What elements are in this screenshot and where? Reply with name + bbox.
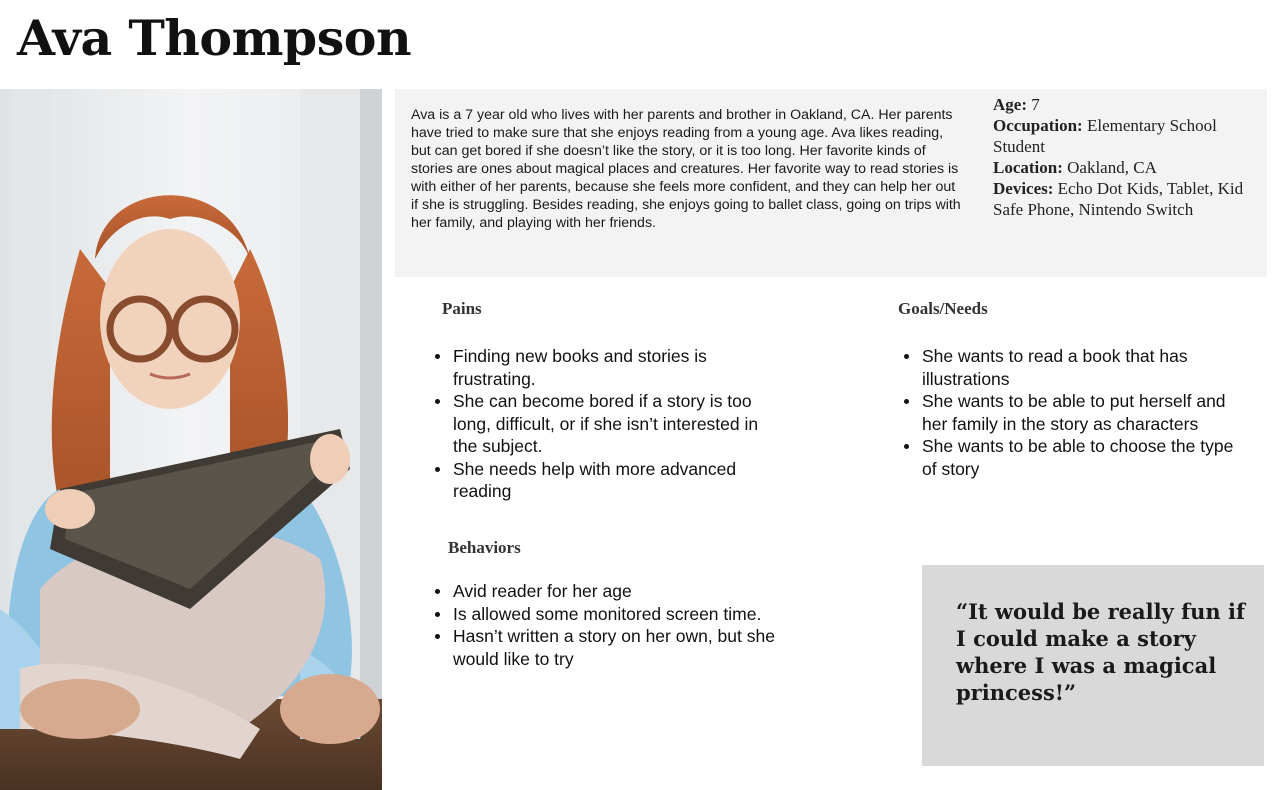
list-item: Avid reader for her age bbox=[433, 580, 783, 603]
occupation-value: Elementary School Student bbox=[993, 116, 1217, 156]
behaviors-heading: Behaviors bbox=[448, 538, 521, 557]
fact-location bbox=[993, 157, 1253, 178]
list-item: Finding new books and stories is frustrating. bbox=[433, 345, 778, 390]
devices-value: Echo Dot Kids, Tablet, Kid Safe Phone, Nintendo Switch bbox=[993, 179, 1244, 219]
devices-label: Devices: bbox=[993, 179, 1054, 198]
bio-panel bbox=[395, 89, 1267, 277]
list-item: She wants to be able to put herself and her family in the story as characters bbox=[902, 390, 1242, 435]
quote-text: “It would be really fun if I could make a story where I was a magical princess!” bbox=[956, 599, 1245, 705]
goals-list bbox=[902, 345, 1242, 480]
facts-list bbox=[993, 94, 1253, 220]
fact-age bbox=[993, 94, 1253, 115]
behaviors-list bbox=[433, 580, 783, 670]
location-label: Location: bbox=[993, 158, 1063, 177]
age-value: 7 bbox=[1031, 95, 1040, 114]
list-item: She needs help with more advanced reading bbox=[433, 458, 778, 503]
list-item: She wants to read a book that has illustrations bbox=[902, 345, 1242, 390]
fact-occupation bbox=[993, 115, 1253, 157]
goals-heading: Goals/Needs bbox=[898, 299, 988, 318]
persona-photo bbox=[0, 89, 382, 790]
occupation-label: Occupation: bbox=[993, 116, 1083, 135]
pains-heading: Pains bbox=[442, 299, 482, 318]
fact-devices bbox=[993, 178, 1253, 220]
age-label: Age: bbox=[993, 95, 1027, 114]
pains-list bbox=[433, 345, 778, 503]
list-item: Hasn’t written a story on her own, but she would like to try bbox=[433, 625, 783, 670]
location-value: Oakland, CA bbox=[1067, 158, 1157, 177]
list-item: Is allowed some monitored screen time. bbox=[433, 603, 783, 626]
quote-box bbox=[922, 565, 1264, 766]
bio-text: Ava is a 7 year old who lives with her parents and brother in Oakland, CA. Her parents have tried to make sure that she enjoys reading from a young age. Ava likes reading, but can get bored if she doesn’t like the story, or it is too long. Her favorite kinds of stories are ones about magical places and creatures. Her favorite way to read stories is with either of her parents, because she feels more confident, and they can help her out if she is struggling. Besides reading, she enjoys going to ballet class, going on trips with her family, and playing with her friends. bbox=[411, 107, 961, 231]
list-item: She can become bored if a story is too long, difficult, or if she isn’t interested in the subject. bbox=[433, 390, 778, 458]
list-item: She wants to be able to choose the type of story bbox=[902, 435, 1242, 480]
persona-name: Ava Thompson bbox=[17, 9, 412, 67]
